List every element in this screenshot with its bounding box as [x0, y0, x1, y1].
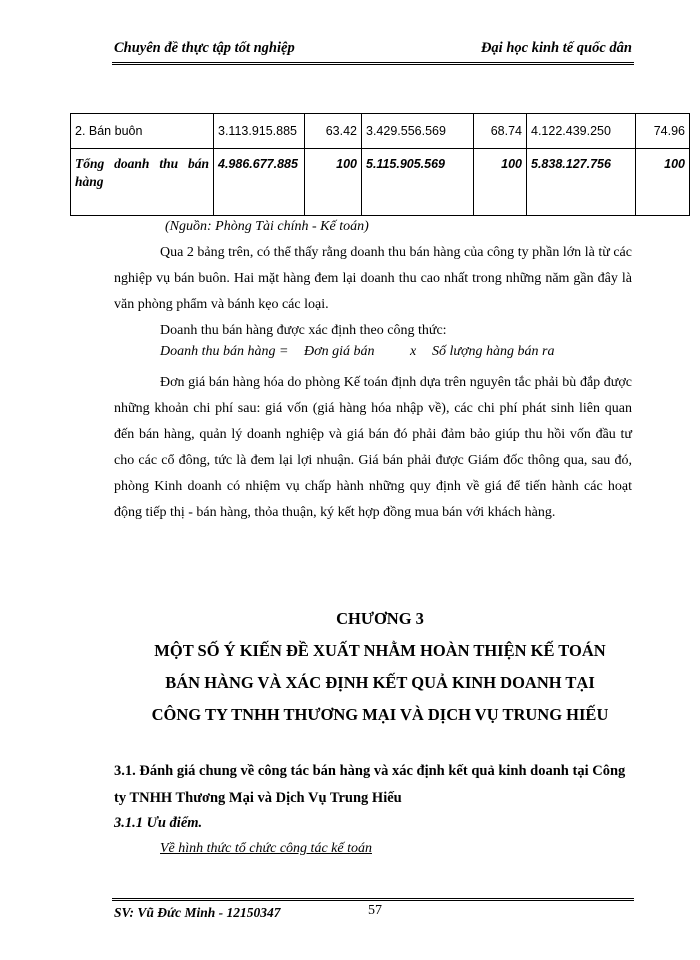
- value-cell: 3.113.915.885: [214, 114, 305, 149]
- source-note: (Nguồn: Phòng Tài chính - Kế toán): [165, 219, 369, 234]
- formula-lhs: Doanh thu bán hàng =: [160, 344, 289, 359]
- row-label: 2. Bán buôn: [71, 114, 214, 149]
- page-footer: [112, 898, 634, 920]
- table-row-total: [71, 149, 690, 216]
- revenue-formula: [160, 344, 554, 360]
- subsection-heading: 3.1.1 Ưu điểm.: [114, 815, 203, 831]
- formula-term-1: Đơn giá bán: [304, 344, 375, 359]
- value-cell: 5.115.905.569: [362, 149, 474, 216]
- page-number: 57: [368, 903, 382, 918]
- revenue-table: [70, 113, 690, 216]
- percent-cell: 100: [636, 149, 690, 216]
- value-cell: 4.986.677.885: [214, 149, 305, 216]
- footer-author: SV: Vũ Đức Minh - 12150347: [114, 905, 281, 920]
- subsubsection-heading: Về hình thức tổ chức công tác kế toán: [160, 841, 372, 856]
- table-row: [71, 114, 690, 149]
- percent-cell: 100: [474, 149, 527, 216]
- percent-cell: 74.96: [636, 114, 690, 149]
- chapter-title-line: CÔNG TY TNHH THƯƠNG MẠI VÀ DỊCH VỤ TRUNG HIẾU: [151, 705, 609, 724]
- chapter-title-line: BÁN HÀNG VÀ XÁC ĐỊNH KẾT QUẢ KINH DOANH TẠI: [165, 673, 595, 692]
- chapter-title-line: MỘT SỐ Ý KIẾN ĐỀ XUẤT NHẰM HOÀN THIỆN KẾ TOÁN: [154, 641, 606, 660]
- chapter-number: CHƯƠNG 3: [336, 609, 424, 628]
- paragraph: Qua 2 bảng trên, có thể thấy rằng doanh thu bán hàng của công ty phần lớn là từ các nghiệp vụ bán buôn. Hai mặt hàng đem lại doanh thu cao nhất trong những năm gần đây là văn phòng phẩm và bánh kẹo các loại.: [114, 245, 632, 312]
- value-cell: 3.429.556.569: [362, 114, 474, 149]
- section-heading: 3.1. Đánh giá chung về công tác bán hàng và xác định kết quả kinh doanh tại Công ty TNHH Thương Mại và Dịch Vụ Trung Hiếu: [114, 763, 626, 806]
- percent-cell: 63.42: [305, 114, 362, 149]
- header-left-title: Chuyên đề thực tập tốt nghiệp: [114, 40, 295, 56]
- value-cell: 5.838.127.756: [527, 149, 636, 216]
- formula-term-2: Số lượng hàng bán ra: [432, 344, 555, 359]
- percent-cell: 100: [305, 149, 362, 216]
- paragraph: Đơn giá bán hàng hóa do phòng Kế toán định dựa trên nguyên tắc phải bù đắp được những khoản chi phí sau: giá vốn (giá hàng hóa nhập về), các chi phí phát sinh liên quan đến bán hàng, quản lý doanh nghiệp và giá bán đó phải đảm bảo giúp thu hồi vốn đầu tư cho các cổ đông, tức là đem lại lợi nhuận. Giá bán phải được Giám đốc thông qua, sau đó, phòng Kinh doanh có nhiệm vụ chấp hành những quy định về giá để tiến hành các hoạt động tiếp thị - bán hàng, thỏa thuận, ký kết hợp đồng mua bán với khách hàng.: [114, 375, 632, 520]
- page-header: [112, 36, 634, 65]
- formula-operator: x: [410, 344, 417, 359]
- paragraph: Doanh thu bán hàng được xác định theo công thức:: [160, 323, 447, 338]
- row-label: Tổng doanh thu bán hàng: [71, 149, 214, 216]
- header-right-title: Đại học kinh tế quốc dân: [480, 40, 632, 56]
- value-cell: 4.122.439.250: [527, 114, 636, 149]
- percent-cell: 68.74: [474, 114, 527, 149]
